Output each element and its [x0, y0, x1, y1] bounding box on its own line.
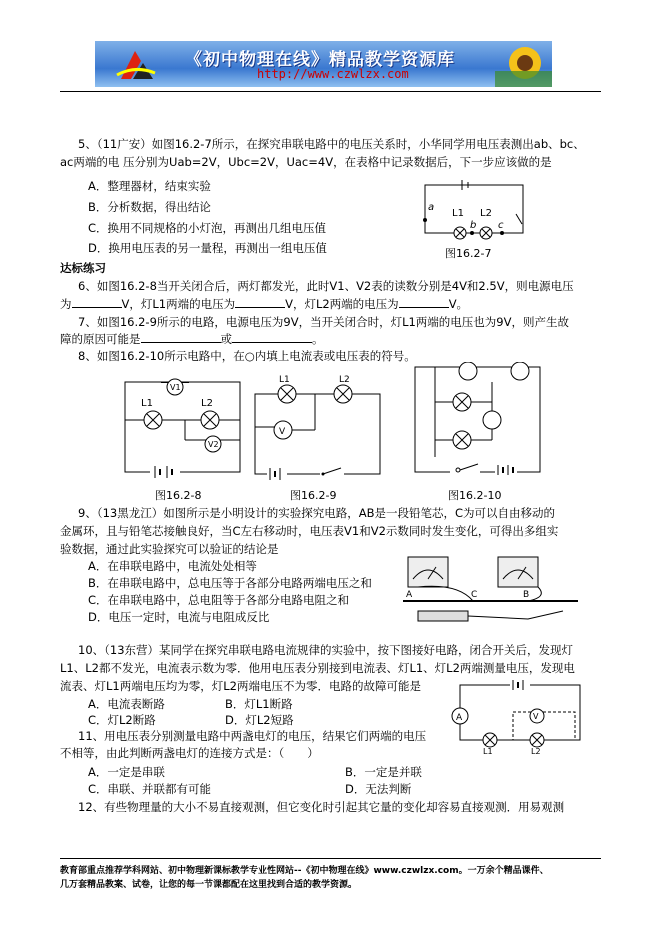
q7-blank-2[interactable] — [232, 342, 312, 343]
q10-option-b: B．灯L1断路 — [225, 697, 293, 711]
battery-icon — [510, 680, 530, 690]
battery-icon — [495, 465, 517, 476]
fig8-caption: 图16.2-8 — [155, 489, 202, 502]
svg-text:L2: L2 — [339, 375, 350, 385]
q5-option-b: B．分析数据，得出结论 — [88, 200, 211, 214]
q7-seg-a: 障的原因可能是 — [60, 332, 141, 346]
q10-line3: 流表、灯L1两端电压均为零，灯L2两端电压不为零．电路的故障可能是 — [60, 679, 421, 693]
q9-line1: 9、（13黑龙江）如图所示是小明设计的实验探究电路，AB是一段铅笔芯，C为可以自由移动的 — [78, 506, 555, 520]
battery-icon — [267, 468, 287, 480]
q5-option-c: C．换用不同规格的小灯泡，再测出几组电压值 — [88, 221, 327, 235]
q11-line2: 不相等，由此判断两盏电灯的连接方式是：（ ） — [60, 746, 319, 760]
q5-option-a: A．整理器材，结束实验 — [88, 179, 211, 193]
voltmeter-icon — [274, 421, 292, 439]
footer-line2: 几万套精品教案、试卷，让您的每一节课都配在这里找到合适的教学资源。 — [60, 880, 358, 890]
fig7-label-l1: L1 — [452, 208, 464, 219]
q11-option-c: C．串联、并联都有可能 — [88, 782, 212, 796]
svg-text:A: A — [456, 713, 463, 723]
ammeter-icon — [452, 708, 468, 724]
q9-option-d: D．电压一定时，电流与电阻成反比 — [88, 610, 270, 624]
svg-text:L2: L2 — [201, 398, 213, 409]
q10-option-c: C．灯L2断路 — [88, 713, 156, 727]
svg-text:L1: L1 — [483, 747, 493, 755]
q9-option-a: A．在串联电路中，电流处处相等 — [88, 559, 257, 573]
meter-slot-icon — [459, 362, 477, 380]
switch-icon — [320, 468, 344, 478]
q6-seg-d: V。 — [448, 297, 469, 311]
voltmeter-v2-icon — [205, 436, 221, 452]
q7-seg-c: 。 — [312, 332, 324, 346]
figure-16-2-7 — [420, 180, 530, 240]
q9-line2: 金属环，且与铅笔芯接触良好，当C左右移动时，电压表V1和V2示数同时发生变化，可得出多组实 — [60, 524, 559, 538]
svg-text:A: A — [406, 590, 413, 600]
q10-option-a: A．电流表断路 — [88, 697, 165, 711]
fig9-caption: 图16.2-9 — [290, 489, 337, 502]
lamp-icon — [453, 393, 471, 411]
lamp-l1-icon — [483, 733, 497, 747]
lamp-icon — [453, 431, 471, 449]
fig7-caption: 图16.2-7 — [445, 247, 492, 260]
q6-line1: 6、如图16.2-8当开关闭合后，两灯都发光，此时V1、V2表的读数分别是4V和2.5V，则电源电压 — [78, 279, 574, 293]
q11-line1: 11、用电压表分别测量电路中两盏电灯的电压，结果它们两端的电压 — [78, 729, 427, 743]
svg-text:L2: L2 — [531, 747, 541, 755]
header-rule — [60, 91, 601, 92]
q6-blank-1[interactable] — [72, 307, 122, 308]
voltmeter-v2-icon — [498, 557, 538, 587]
q9-option-b: B．在串联电路中，总电压等于各部分电路两端电压之和 — [88, 576, 372, 590]
lamp-l2-icon — [334, 385, 352, 403]
fig7-label-l2: L2 — [480, 208, 492, 219]
q7-line1: 7、如图16.2-9所示的电路，电源电压为9V，当开关闭合时，灯L1两端的电压也为9V，则产生故 — [78, 315, 569, 329]
lamp-l1-icon — [454, 227, 466, 239]
q11-option-d: D．无法判断 — [345, 782, 412, 796]
q6-line2 — [60, 296, 468, 312]
q5-option-d: D．换用电压表的另一量程，再测出一组电压值 — [88, 241, 327, 255]
fig7-label-b: b — [470, 220, 477, 231]
fig7-label-c: c — [498, 220, 504, 231]
svg-text:L1: L1 — [141, 398, 153, 409]
svg-text:C: C — [471, 590, 478, 600]
site-logo-icon — [113, 45, 157, 83]
voltmeter-icon — [530, 709, 544, 723]
lamp-l1-icon — [278, 385, 296, 403]
figure-16-2-8 — [115, 372, 245, 482]
q6-blank-3[interactable] — [399, 307, 449, 308]
lamp-l2-icon — [480, 227, 492, 239]
switch-icon — [450, 464, 480, 476]
q10-line2: L1、L2都不发光，电流表示数为零．他用电压表分别接到电流表、灯L1、灯L2两端测量电压，发现电 — [60, 661, 575, 675]
lamp-l1-icon — [144, 411, 162, 429]
battery-icon — [150, 466, 180, 478]
banner-title: 《初中物理在线》精品教学资源库 — [185, 50, 455, 70]
svg-text:V: V — [279, 427, 286, 437]
lamp-l2-icon — [530, 733, 544, 747]
footer-rule — [60, 858, 601, 859]
footer-line1: 教育部重点推荐学科网站、初中物理新课标教学专业性网站--《初中物理在线》www.czwlzx.com。一万余个精品课件、 — [60, 866, 549, 876]
q6-seg-b: V，灯L1两端的电压为 — [121, 297, 236, 311]
fig7-label-a: a — [428, 202, 435, 213]
lamp-l2-icon — [201, 411, 219, 429]
svg-text:V2: V2 — [208, 440, 219, 449]
q11-option-a: A．一定是串联 — [88, 765, 165, 779]
fig10-caption: 图16.2-10 — [448, 489, 502, 502]
q11-option-b: B．一定是并联 — [345, 765, 422, 779]
q10-line1: 10、（13东营）某同学在探究串联电路电流规律的实验中，按下图接好电路，闭合开关后，发现灯 — [78, 643, 574, 657]
figure-pencil-lead-circuit — [398, 553, 583, 633]
figure-q10-circuit — [445, 680, 585, 755]
q9-line3: 验数据，通过此实验探究可以验证的结论是 — [60, 542, 279, 556]
meter-slot-icon — [511, 362, 529, 380]
q12-line1: 12、有些物理量的大小不易直接观测，但它变化时引起其它量的变化却容易直接观测．用易观测 — [78, 800, 565, 814]
q6-seg-a: 为 — [60, 297, 72, 311]
header-banner — [95, 41, 552, 87]
meter-slot-icon — [483, 411, 501, 429]
q5-line1: 5、（11广安）如图16.2-7所示，在探究串联电路中的电压关系时，小华同学用电压表测出ab、bc、 — [78, 137, 585, 151]
svg-text:V1: V1 — [170, 383, 181, 392]
q9-option-c: C．在串联电路中，总电阻等于各部分电路电阻之和 — [88, 593, 350, 607]
q10-option-d: D．灯L2短路 — [225, 713, 294, 727]
q8-line1: 8、如图16.2-10所示电路中，在○内填上电流表或电压表的符号。 — [78, 349, 416, 363]
q6-blank-2[interactable] — [235, 307, 285, 308]
svg-text:L1: L1 — [279, 375, 290, 385]
q5-line2: ac两端的电 压分别为Uab=2V，Ubc=2V，Uac=4V，在表格中记录数据后，下一步应该做的是 — [60, 155, 552, 169]
section-title: 达标练习 — [60, 261, 106, 275]
voltmeter-v1-icon — [408, 557, 448, 587]
voltmeter-v1-icon — [167, 379, 183, 395]
banner-url[interactable]: http://www.czwlzx.com — [257, 67, 409, 81]
q7-line2 — [60, 331, 324, 347]
sunflower-icon — [495, 41, 552, 87]
svg-text:B: B — [523, 590, 530, 600]
q7-seg-b: 或 — [220, 332, 232, 346]
q7-blank-1[interactable] — [141, 342, 221, 343]
svg-text:V: V — [533, 712, 539, 721]
figure-16-2-10 — [410, 362, 545, 477]
battery-icon — [418, 611, 468, 621]
figure-16-2-9 — [245, 372, 385, 482]
q6-seg-c: V，灯L2两端的电压为 — [285, 297, 399, 311]
